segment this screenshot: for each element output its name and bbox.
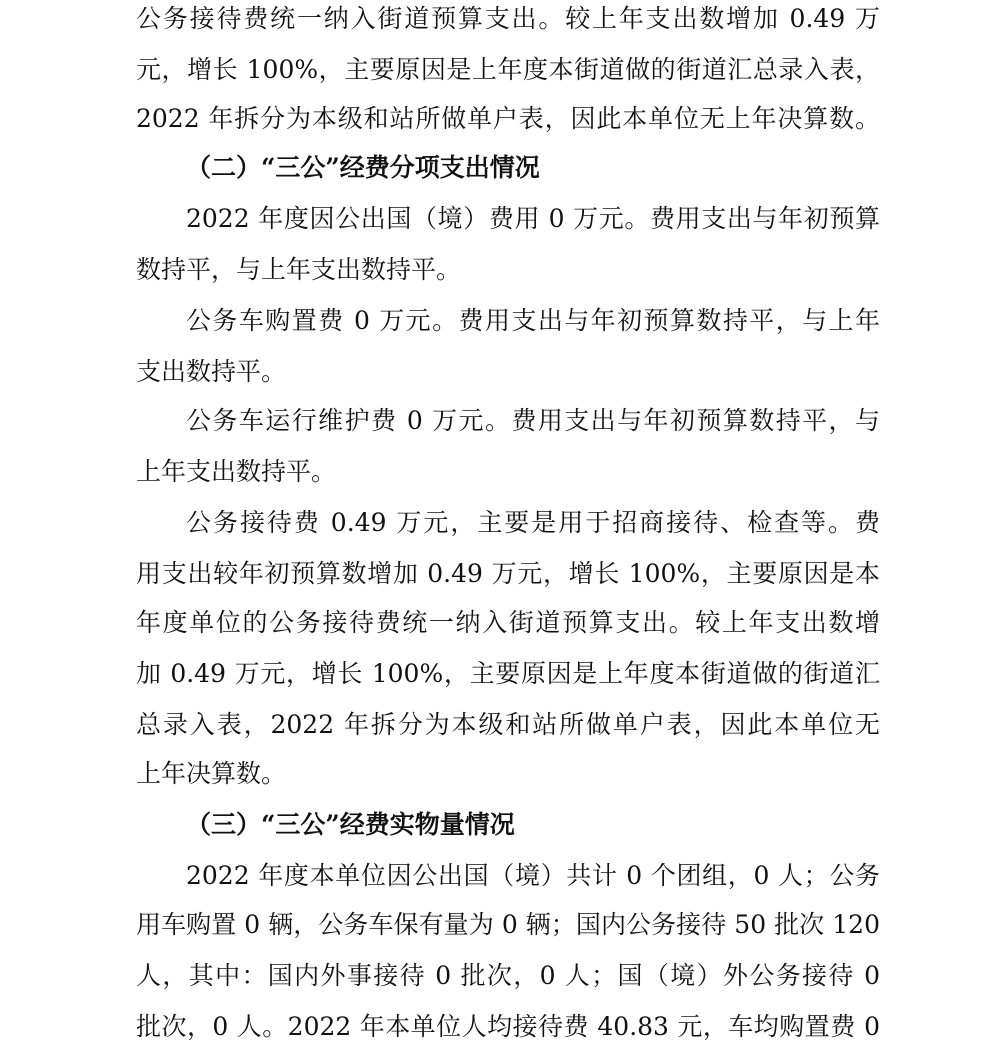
- section-heading: （二）“三公”经费分项支出情况: [186, 153, 540, 182]
- paragraph-line: 2022 年度本单位因公出国（境）共计 0 个团组，0 人；公务: [186, 861, 880, 890]
- paragraph-line: 2022 年度因公出国（境）费用 0 万元。费用支出与年初预算: [186, 204, 880, 233]
- paragraph-line: 上年决算数。: [136, 759, 287, 788]
- paragraph-line: 人，其中：国内外事接待 0 批次，0 人；国（境）外公务接待 0: [136, 961, 880, 990]
- paragraph-line: 公务车运行维护费 0 万元。费用支出与年初预算数持平，与: [186, 406, 880, 435]
- paragraph-line: 元，增长 100%，主要原因是上年度本街道做的街道汇总录入表，: [136, 55, 880, 84]
- paragraph-line: 加 0.49 万元，增长 100%，主要原因是上年度本街道做的街道汇: [136, 659, 880, 688]
- paragraph-line: 年度单位的公务接待费统一纳入街道预算支出。较上年支出数增: [136, 608, 880, 637]
- paragraph-line: 公务接待费 0.49 万元，主要是用于招商接待、检查等。费: [186, 508, 880, 537]
- paragraph-line: 总录入表，2022 年拆分为本级和站所做单户表，因此本单位无: [136, 710, 880, 739]
- paragraph-line: 用车购置 0 辆，公务车保有量为 0 辆；国内公务接待 50 批次 120: [136, 910, 880, 939]
- paragraph-line: 上年支出数持平。: [136, 457, 337, 486]
- paragraph-line: 数持平，与上年支出数持平。: [136, 255, 462, 284]
- paragraph-line: 用支出较年初预算数增加 0.49 万元，增长 100%，主要原因是本: [136, 559, 880, 588]
- paragraph-line: 2022 年拆分为本级和站所做单户表，因此本单位无上年决算数。: [136, 104, 880, 133]
- section-heading: （三）“三公”经费实物量情况: [186, 810, 515, 839]
- paragraph-line: 支出数持平。: [136, 357, 287, 386]
- paragraph-line: 公务接待费统一纳入街道预算支出。较上年支出数增加 0.49 万: [136, 4, 880, 33]
- paragraph-line: 批次，0 人。2022 年本单位人均接待费 40.83 元，车均购置费 0: [136, 1012, 880, 1041]
- paragraph-line: 公务车购置费 0 万元。费用支出与年初预算数持平，与上年: [186, 306, 880, 335]
